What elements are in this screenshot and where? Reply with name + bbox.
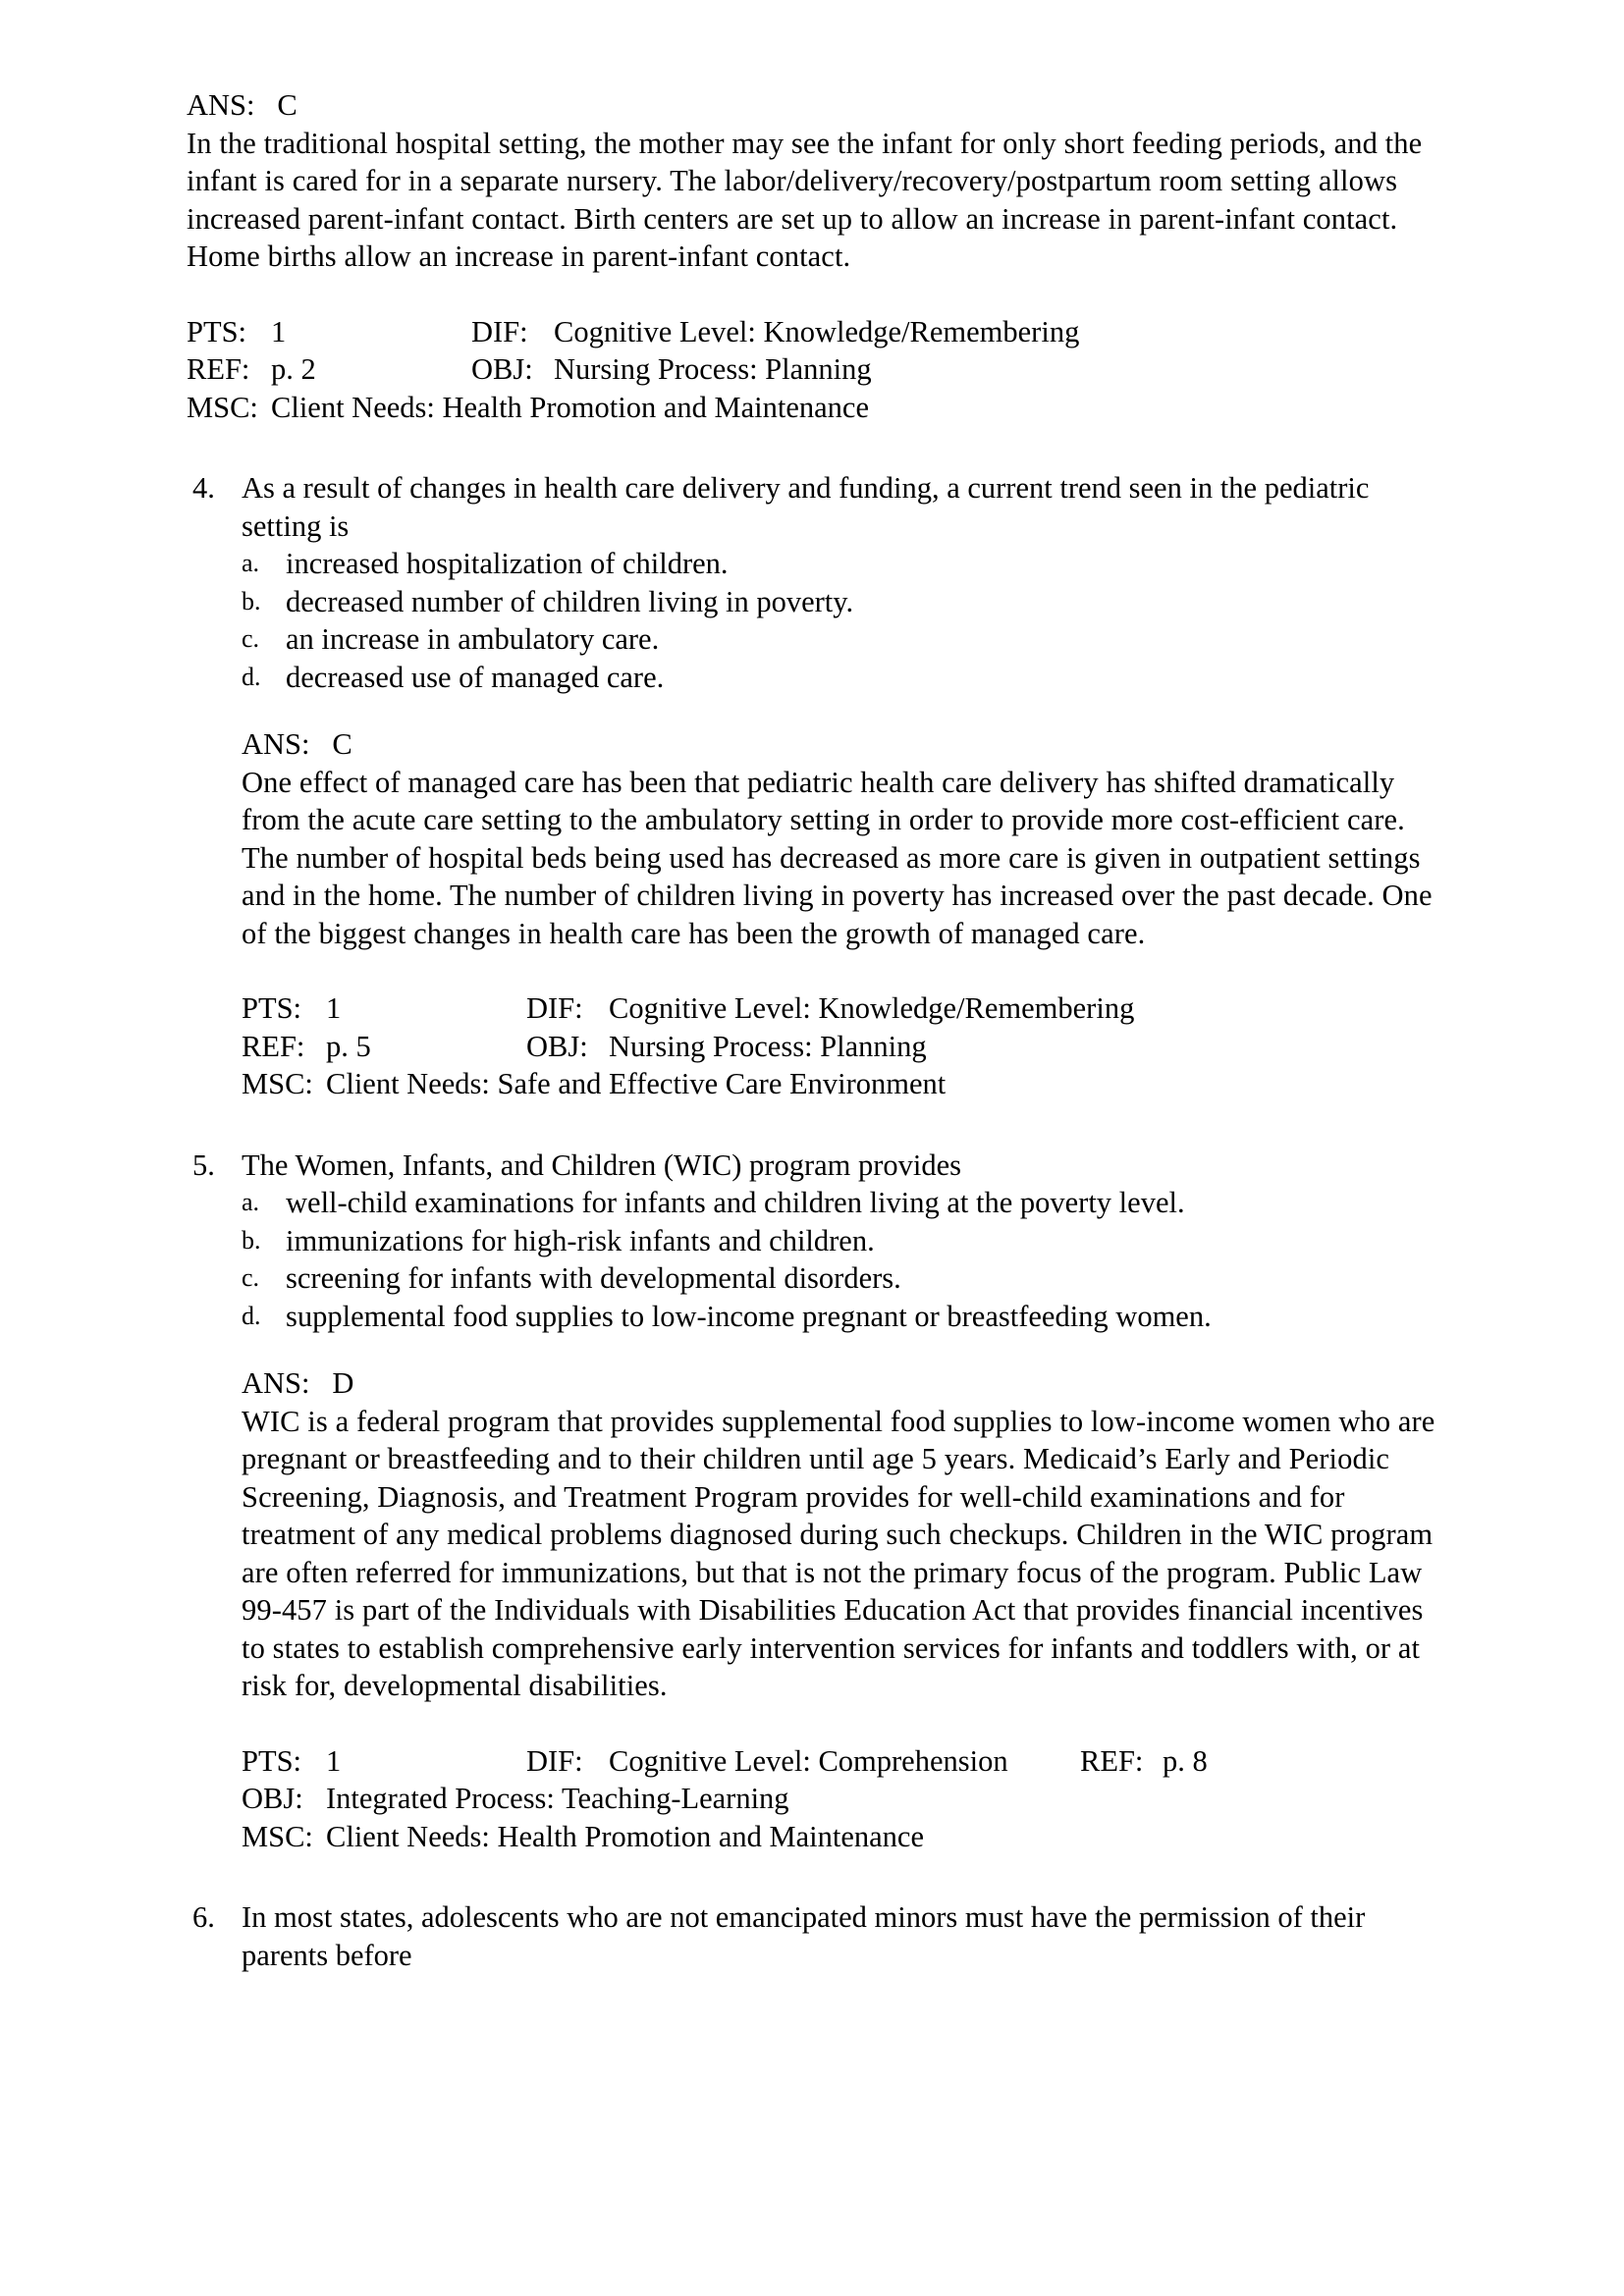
pts-value: 1 (326, 1743, 342, 1778)
answer-block-q5 (242, 1364, 1437, 1705)
dif-label: DIF: (471, 314, 528, 348)
obj-label: OBJ: (242, 1782, 303, 1815)
question-5 (187, 1147, 1437, 1856)
question-number: 4. (192, 471, 215, 505)
pts-value: 1 (271, 314, 287, 348)
option-letter: d. (242, 1301, 261, 1330)
dif-value: Cognitive Level: Comprehension (609, 1743, 1008, 1778)
option-text: screening for infants with developmental disorders. (286, 1261, 901, 1295)
ans-label: ANS: (242, 1366, 310, 1400)
metadata-row-pts (187, 313, 1437, 351)
answer-block-q3 (187, 86, 1437, 276)
option-text: immunizations for high-risk infants and children. (286, 1223, 875, 1257)
metadata-row-msc (242, 1065, 1437, 1103)
metadata-row-ref (187, 350, 1437, 389)
ref-value: p. 5 (326, 1029, 371, 1063)
option-letter: b. (242, 586, 261, 615)
dif-value: Cognitive Level: Knowledge/Remembering (554, 314, 1080, 348)
question-number: 6. (192, 1900, 215, 1934)
obj-value: Nursing Process: Planning (554, 352, 872, 386)
question-number: 5. (192, 1148, 215, 1182)
option-letter: b. (242, 1225, 261, 1255)
msc-value: Client Needs: Health Promotion and Maintenance (326, 1819, 925, 1853)
options-list (242, 545, 1437, 696)
option-a[interactable] (242, 1184, 1437, 1222)
ref-value: p. 8 (1163, 1743, 1208, 1778)
answer-line-q3 (187, 86, 1437, 125)
option-text: decreased use of managed care. (286, 660, 665, 694)
option-c[interactable] (242, 620, 1437, 659)
msc-label: MSC: (187, 390, 258, 424)
ans-label: ANS: (242, 727, 310, 761)
option-d[interactable] (242, 659, 1437, 697)
obj-value: Nursing Process: Planning (609, 1029, 927, 1063)
question-body (242, 469, 1437, 1103)
ref-label: REF: (187, 352, 250, 386)
option-letter: c. (242, 624, 260, 653)
option-text: increased hospitalization of children. (286, 547, 729, 580)
question-body (242, 1147, 1437, 1856)
option-letter: a. (242, 1188, 260, 1216)
question-body (242, 1898, 1437, 1974)
metadata-row-obj (242, 1780, 1437, 1818)
option-letter: d. (242, 662, 261, 691)
msc-label: MSC: (242, 1819, 313, 1853)
msc-label: MSC: (242, 1067, 313, 1100)
question-stem: As a result of changes in health care delivery and funding, a current trend seen in the pediatric setting is (242, 471, 1370, 543)
obj-label: OBJ: (526, 1029, 588, 1063)
option-letter: c. (242, 1263, 260, 1292)
dif-label: DIF: (526, 991, 583, 1025)
rationale-q5: WIC is a federal program that provides supplemental food supplies to low-income women who are pregnant or breastfeeding and to their children until age 5 years. Medicaid’s Early and Periodic Screening, Diagnosis, and Treatment Program provides for well-child examinations and for treatment of any medical problems diagnosed during such checkups. Children in the WIC program are often referred for immunizations, but that is not the primary focus of the program. Public Law 99-457 is part of the Individuals with Disabilities Education Act that provides financial incentives to states to establish comprehensive early intervention services for infants and toddlers with, or at risk for, developmental disabilities. (242, 1404, 1435, 1702)
ans-value: D (332, 1366, 354, 1400)
answer-line-q5 (242, 1364, 1437, 1403)
option-text: well-child examinations for infants and children living at the poverty level. (286, 1186, 1185, 1219)
pts-label: PTS: (242, 991, 302, 1025)
option-c[interactable] (242, 1259, 1437, 1298)
ref-value: p. 2 (271, 352, 316, 386)
answer-block-q4 (242, 725, 1437, 952)
option-text: supplemental food supplies to low-income pregnant or breastfeeding women. (286, 1299, 1212, 1333)
ref-label: REF: (1080, 1743, 1144, 1778)
option-text: an increase in ambulatory care. (286, 622, 660, 656)
pts-label: PTS: (242, 1743, 302, 1778)
question-stem: In most states, adolescents who are not emancipated minors must have the permission of their parents before (242, 1900, 1366, 1972)
page-content (187, 86, 1437, 1974)
pts-value: 1 (326, 991, 342, 1025)
option-d[interactable] (242, 1298, 1437, 1336)
dif-label: DIF: (526, 1743, 583, 1778)
metadata-block-q4 (242, 989, 1437, 1103)
option-b[interactable] (242, 1222, 1437, 1260)
option-a[interactable] (242, 545, 1437, 583)
metadata-row-msc (242, 1818, 1437, 1856)
metadata-block-q3 (187, 313, 1437, 427)
msc-value: Client Needs: Safe and Effective Care Environment (326, 1067, 947, 1100)
question-stem: The Women, Infants, and Children (WIC) program provides (242, 1148, 962, 1182)
dif-value: Cognitive Level: Knowledge/Remembering (609, 991, 1135, 1025)
option-letter: a. (242, 549, 260, 577)
ans-value: C (277, 88, 298, 122)
ref-label: REF: (242, 1029, 305, 1063)
pts-label: PTS: (187, 314, 247, 348)
obj-label: OBJ: (471, 352, 533, 386)
ans-label: ANS: (187, 88, 255, 122)
option-b[interactable] (242, 583, 1437, 621)
answer-line-q4 (242, 725, 1437, 764)
options-list (242, 1184, 1437, 1335)
question-6 (187, 1898, 1437, 1974)
msc-value: Client Needs: Health Promotion and Maintenance (271, 390, 870, 424)
rationale-q3: In the traditional hospital setting, the mother may see the infant for only short feeding periods, and the infant is cared for in a separate nursery. The labor/delivery/recovery/postpartum room setting allows increased parent-infant contact. Birth centers are set up to allow an increase in parent-infant contact. Home births allow an increase in parent-infant contact. (187, 126, 1423, 273)
obj-value: Integrated Process: Teaching-Learning (326, 1782, 789, 1815)
question-4 (187, 469, 1437, 1103)
option-text: decreased number of children living in poverty. (286, 584, 854, 618)
metadata-row-msc (187, 389, 1437, 427)
rationale-q4: One effect of managed care has been that pediatric health care delivery has shifted dramatically from the acute care setting to the ambulatory setting in order to provide more cost-efficient care. The number of hospital beds being used has decreased as more care is given in outpatient settings and in the home. The number of children living in poverty has increased over the past decade. One of the biggest changes in health care has been the growth of managed care. (242, 765, 1433, 950)
metadata-row-pts (242, 989, 1437, 1028)
metadata-block-q5 (242, 1742, 1437, 1856)
ans-value: C (332, 727, 352, 761)
metadata-row-ref (242, 1028, 1437, 1066)
metadata-row-pts (242, 1742, 1437, 1781)
